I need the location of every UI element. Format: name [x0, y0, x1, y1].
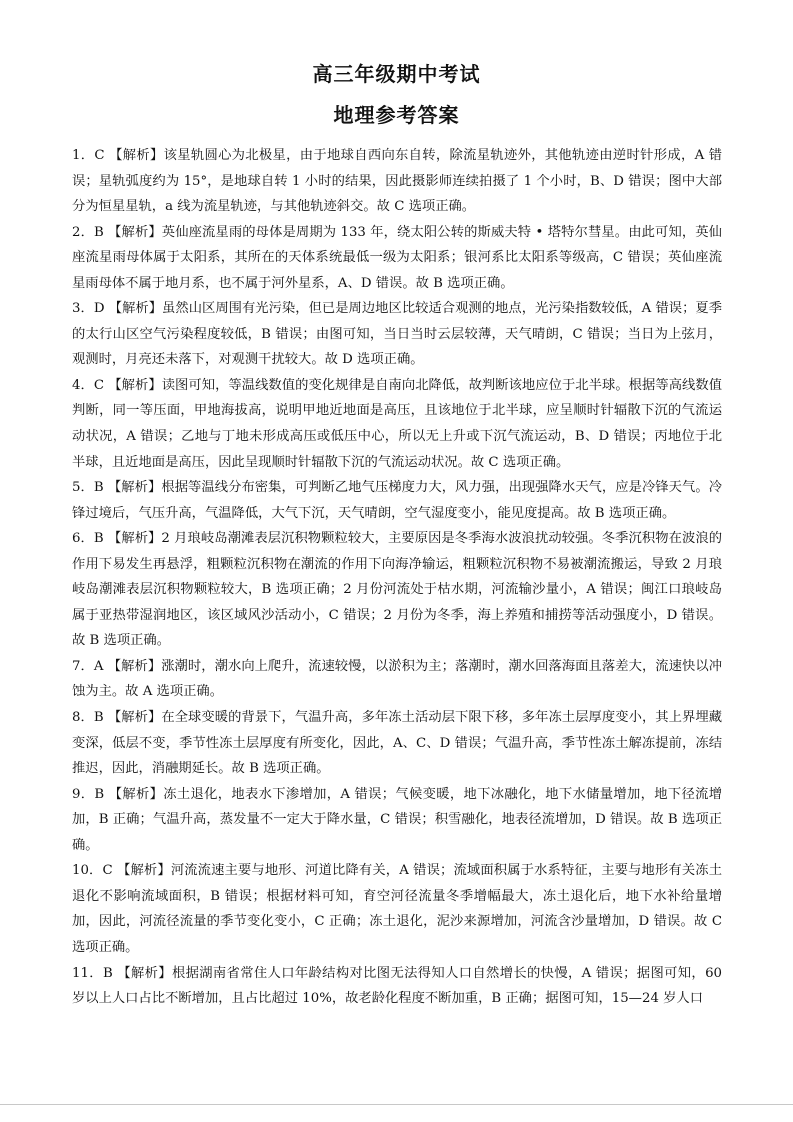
answer-number: 1．: [72, 148, 95, 163]
answer-text: 2 月琅岐岛潮滩表层沉积物颗粒较大，主要原因是冬季海水波浪扰动较强。冬季沉积物在波浪的作用下易发生再悬浮，粗颗粒沉积物在潮流的作用下向海净输运，粗颗粒沉积物不易被潮流搬运，导致 2 月琅岐岛潮滩表层沉积物颗粒较大，B 选项正确；2 月份河流处于枯水期，河流输沙量小，A 错误；闽江口琅岐岛属于亚热带湿润地区，该区域风沙活动小，C 错误；2 月份为冬季，海上养殖和捕捞等活动强度小，D 错误。故 B 选项正确。: [72, 531, 722, 649]
analysis-tag: 【解析】: [107, 710, 162, 726]
answer-number: 11．: [72, 965, 103, 981]
page-bottom-divider: [0, 1104, 793, 1105]
answer-text: 英仙座流星雨的母体是周期为 133 年，绕太阳公转的斯威夫特 • 塔特尔彗星。由此可知，英仙座流星雨母体属于太阳系，其所在的天体系统最低一级为太阳系；银河系比太阳系等级高，C 错误；英仙座流星雨母体不属于地月系，也不属于河外星系，A、D 错误。故 B 选项正确。: [72, 224, 722, 291]
answer-choice: B: [94, 786, 105, 802]
answer-number: 3．: [72, 301, 94, 317]
answer-choice: B: [94, 224, 104, 240]
answer-choice: B: [93, 480, 104, 496]
answer-text: 根据湖南省常住人口年龄结构对比图无法得知人口自然增长的快慢，A 错误；据图可知，60 岁以上人口占比不断增加，且占比超过 10%，故老龄化程度不断加重，B 正确；据图可知，15—24 岁人口: [72, 965, 723, 1007]
answer-text: 该星轨圆心为北极星，由于地球自西向东自转，除流星轨迹外，其他轨迹由逆时针形成，A 错误；星轨弧度约为 15°，是地球自转 1 小时的结果，因此摄影师连续拍摄了 1 个小时，B、D 错误；图中大部分为恒星星轨，a 线为流星轨迹，与其他轨迹斜交。故 C 选项正确。: [72, 148, 723, 215]
answer-text: 涨潮时，潮水向上爬升，流速较慢，以淤积为主；落潮时，潮水回落海面且落差大，流速快以冲蚀为主。故 A 选项正确。: [72, 658, 723, 700]
analysis-tag: 【解析】: [109, 148, 164, 163]
analysis-tag: 【解析】: [107, 480, 162, 496]
analysis-tag: 【解析】: [108, 224, 162, 240]
answer-number: 4．: [72, 377, 94, 393]
analysis-tag: 【解析】: [108, 786, 164, 802]
answer-choice: C: [93, 377, 105, 393]
answer-item-7: [72, 654, 722, 705]
analysis-tag: 【解析】: [107, 658, 162, 674]
answer-number: 10．: [72, 863, 103, 879]
answer-number: 9．: [72, 786, 95, 802]
answer-item-4: [72, 373, 722, 475]
answer-number: 2．: [72, 224, 94, 240]
answer-number: 7．: [72, 658, 94, 674]
analysis-tag: 【解析】: [108, 377, 162, 393]
answer-item-9: [72, 782, 722, 859]
answer-item-8: [72, 705, 722, 782]
answer-item-1: [72, 143, 722, 220]
answer-choice: B: [93, 710, 104, 726]
analysis-tag: 【解析】: [107, 531, 162, 547]
answer-item-2: [72, 220, 722, 297]
answer-text: 虽然山区周围有光污染，但已是周边地区比较适合观测的地点，光污染指数较低，A 错误；夏季的太行山区空气污染程度较低，B 错误；由图可知，当日当时云层较薄，天气晴朗，C 错误；当日为上弦月，观测时，月亮还未落下，对观测干扰较大。故 D 选项正确。: [72, 301, 723, 368]
analysis-tag: 【解析】: [108, 301, 163, 317]
answer-choice: C: [102, 863, 113, 879]
answer-number: 5．: [72, 480, 94, 496]
answer-item-3: [72, 296, 722, 373]
answer-choice: A: [93, 658, 104, 674]
answer-item-6: [72, 526, 722, 654]
answer-text: 冻土退化，地表水下渗增加，A 错误；气候变暖，地下冰融化，地下水储量增加，地下径流增加，B 正确；气温升高，蒸发量不一定大于降水量，C 错误；积雪融化，地表径流增加，D 错误。故 B 选项正确。: [72, 786, 723, 853]
answer-item-11: [72, 961, 722, 1012]
answer-item-5: [72, 475, 722, 526]
answer-number: 8．: [72, 710, 94, 726]
answer-choice: D: [93, 301, 105, 317]
answer-number: 6．: [72, 531, 94, 547]
page-subtitle: 地理参考答案: [333, 103, 460, 127]
answer-list: [72, 143, 722, 1012]
analysis-tag: 【解析】: [117, 965, 172, 981]
answer-choice: B: [93, 531, 104, 547]
page-title: 高三年级期中考试: [312, 62, 481, 86]
answer-item-10: [72, 858, 722, 960]
answer-text: 在全球变暖的背景下，气温升高，多年冻土活动层下限下移，多年冻土层厚度变小，其上界埋藏变深，低层不变，季节性冻土层厚度有所变化，因此，A、C、D 错误；气温升高，季节性冻土解冻提前，冻结推迟，因此，消融期延长。故 B 选项正确。: [72, 710, 723, 777]
answer-text: 读图可知，等温线数值的变化规律是自南向北降低，故判断该地应位于北半球。根据等高线数值判断，同一等压面，甲地海拔高，说明甲地近地面是高压，且该地位于北半球，应呈顺时针辐散下沉的气流运动状况，A 错误；乙地与丁地未形成高压或低压中心，所以无上升或下沉气流运动，B、D 错误；丙地位于北半球，且近地面是高压，因此呈现顺时针辐散下沉的气流运动状况。故 C 选项正确。: [72, 377, 723, 470]
analysis-tag: 【解析】: [117, 863, 171, 879]
answer-text: 河流流速主要与地形、河道比降有关，A 错误；流域面积属于水系特征，主要与地形有关冻土退化不影响流域面积，B 错误；根据材料可知，育空河径流量冬季增幅最大，冻土退化后，地下水补给量增加，因此，河流径流量的季节变化变小，C 正确；冻土退化，泥沙来源增加，河流含沙量增加，D 错误。故 C 选项正确。: [72, 863, 723, 955]
answer-choice: B: [102, 965, 113, 981]
answer-choice: C: [94, 148, 105, 163]
answer-text: 根据等温线分布密集，可判断乙地气压梯度力大，风力强，出现强降水天气，应是冷锋天气。冷锋过境后，气压升高，气温降低，大气下沉，天气晴朗，空气湿度变小，能见度提高。故 B 选项正确。: [72, 480, 723, 521]
